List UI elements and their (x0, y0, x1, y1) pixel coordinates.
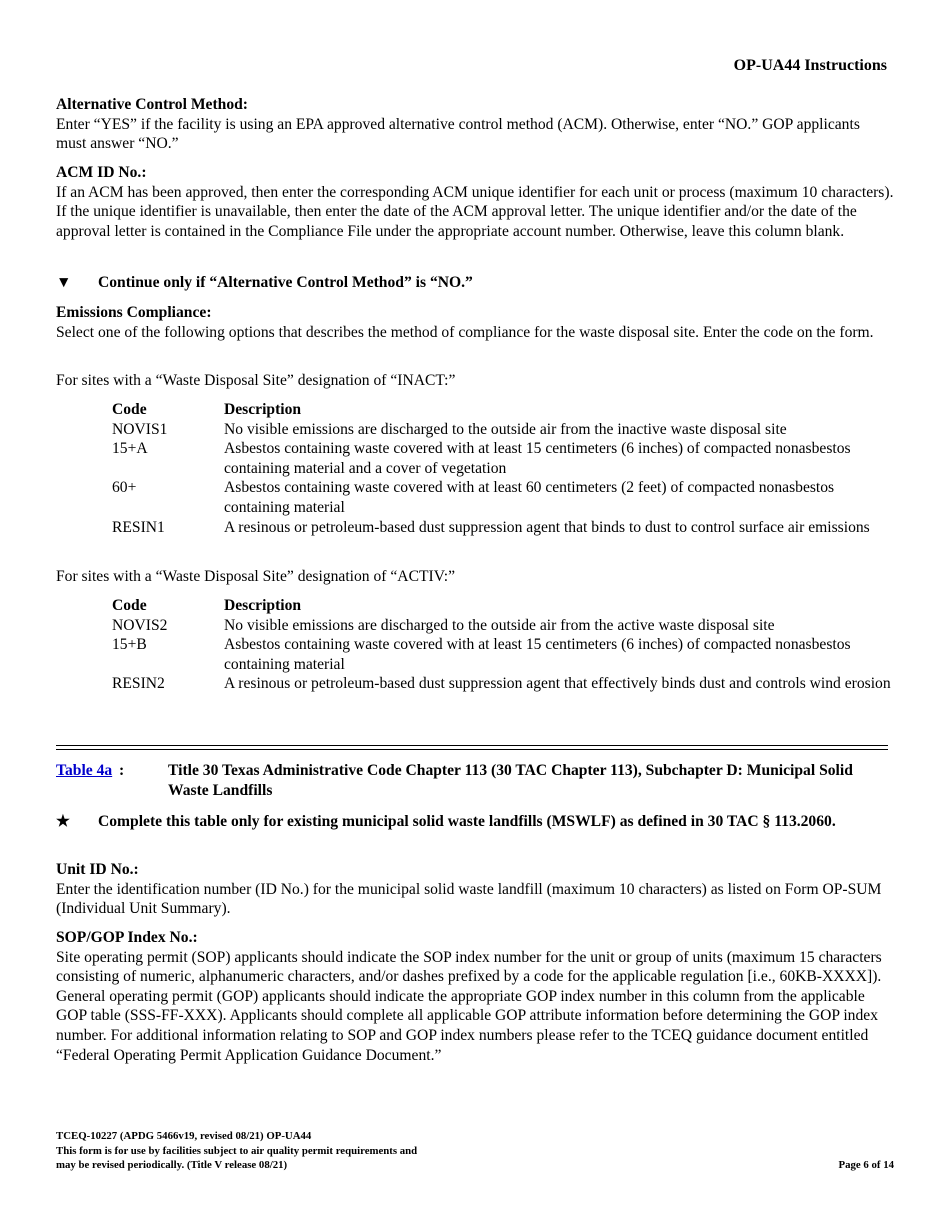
description-cell: A resinous or petroleum-based dust suppression agent that binds to dust to control surface air emissions (224, 518, 870, 536)
section-divider (56, 749, 888, 750)
table-header-row (112, 400, 894, 420)
description-cell: A resinous or petroleum-based dust suppression agent that effectively binds dust and controls wind erosion (224, 675, 891, 693)
down-triangle-icon: ▼ (56, 274, 72, 291)
table-4a-heading (56, 761, 894, 800)
acm-section (56, 95, 894, 154)
emissions-body: Select one of the following options that describes the method of compliance for the waste disposal site. Enter the code on the form. (56, 323, 874, 341)
code-column-header: Code (112, 401, 147, 418)
complete-note-text: Complete this table only for existing municipal solid waste landfills (MSWLF) as defined in 30 TAC § 113.2060. (98, 813, 836, 830)
footer-line-3: may be revised periodically. (Title V release 08/21) (56, 1159, 288, 1172)
emissions-heading: Emissions Compliance: (56, 304, 212, 321)
table-4a-link[interactable]: Table 4a (56, 762, 113, 779)
description-column-header: Description (224, 597, 302, 614)
sop-gop-section (56, 928, 894, 1065)
code-cell: 60+ (112, 479, 137, 497)
unit-id-section (56, 860, 894, 919)
sop-gop-heading: SOP/GOP Index No.: (56, 929, 198, 946)
sop-gop-body: Site operating permit (SOP) applicants should indicate the SOP index number for the unit or group of units (maximum 15 characters consisting of numeric, alphanumeric characters, and/or dashes prefixed by a code for the applicable regulation [i.e., 60KB-XXXX]). General operating permit (GOP) applicants should indicate the appropriate GOP index number in this column from the applicable GOP table (SSS-FF-XXX). Applicants should complete all applicable GOP attribute information before determining the GOP index number. For additional information relating to SOP and GOP index numbers please refer to the TCEQ guidance document entitled “Federal Operating Permit Application Guidance Document.” (56, 948, 882, 1064)
code-cell: RESIN2 (112, 675, 165, 693)
code-cell: 15+B (112, 636, 147, 654)
code-cell: NOVIS1 (112, 420, 168, 438)
code-cell: 15+A (112, 440, 148, 458)
activ-code-table (112, 596, 894, 694)
table-4a-title: Title 30 Texas Administrative Code Chapter 113 (30 TAC Chapter 113), Subchapter D: Municipal Solid Waste Landfills (168, 762, 853, 799)
acm-body: Enter “YES” if the facility is using an EPA approved alternative control method (ACM). Otherwise, enter “NO.” GOP applicants must answer “NO.” (56, 115, 860, 153)
description-cell: Asbestos containing waste covered with at least 60 centimeters (2 feet) of compacted nonasbestos containing material (224, 479, 835, 516)
code-cell: RESIN1 (112, 518, 165, 536)
section-divider (56, 745, 888, 746)
footer-form-id: TCEQ-10227 (APDG 5466v19, revised 08/21) OP-UA44 (56, 1130, 312, 1142)
table-row (112, 616, 894, 636)
page-header-title: OP-UA44 Instructions (733, 57, 887, 74)
activ-intro: For sites with a “Waste Disposal Site” designation of “ACTIV:” (56, 568, 456, 585)
code-cell: NOVIS2 (112, 616, 168, 634)
emissions-section (56, 303, 894, 342)
inact-code-table (112, 400, 894, 537)
unit-id-body: Enter the identification number (ID No.) for the municipal solid waste landfill (maximum 10 characters) as listed on Form OP-SUM (Individual Unit Summary). (56, 880, 882, 918)
table-row (112, 439, 894, 478)
code-column-header: Code (112, 597, 147, 614)
footer-line-2: This form is for use by facilities subject to air quality permit requirements and (56, 1144, 418, 1157)
page-footer (56, 1129, 894, 1173)
continue-note-text: Continue only if “Alternative Control Method” is “NO.” (98, 274, 473, 291)
description-cell: No visible emissions are discharged to the outside air from the active waste disposal site (224, 616, 775, 634)
acm-heading: Alternative Control Method: (56, 96, 248, 113)
description-cell: Asbestos containing waste covered with at least 15 centimeters (6 inches) of compacted nonasbestos containing material (224, 636, 851, 673)
inact-intro: For sites with a “Waste Disposal Site” designation of “INACT:” (56, 372, 456, 389)
table-row (112, 635, 894, 674)
table-header-row (112, 596, 894, 616)
description-column-header: Description (224, 401, 302, 418)
document-page (56, 0, 894, 1230)
table-row (112, 518, 894, 538)
acm-id-body: If an ACM has been approved, then enter the corresponding ACM unique identifier for each unit or process (maximum 10 characters). If the unique identifier is unavailable, then enter the date of the ACM approval letter. The unique identifier and/or the date of the approval letter is contained in the Compliance File under the appropriate account number. Otherwise, leave this column blank. (56, 183, 894, 240)
table-4a-colon: : (119, 762, 125, 779)
table-row (112, 420, 894, 440)
acm-id-heading: ACM ID No.: (56, 164, 147, 181)
description-cell: Asbestos containing waste covered with at least 15 centimeters (6 inches) of compacted nonasbestos containing material and a cover of vegetation (224, 440, 851, 477)
table-row (112, 478, 894, 517)
table-row (112, 674, 894, 694)
page-number: Page 6 of 14 (838, 1159, 894, 1172)
unit-id-heading: Unit ID No.: (56, 861, 139, 878)
acm-id-section (56, 163, 894, 241)
star-icon: ★ (56, 813, 70, 830)
description-cell: No visible emissions are discharged to the outside air from the inactive waste disposal site (224, 420, 787, 438)
